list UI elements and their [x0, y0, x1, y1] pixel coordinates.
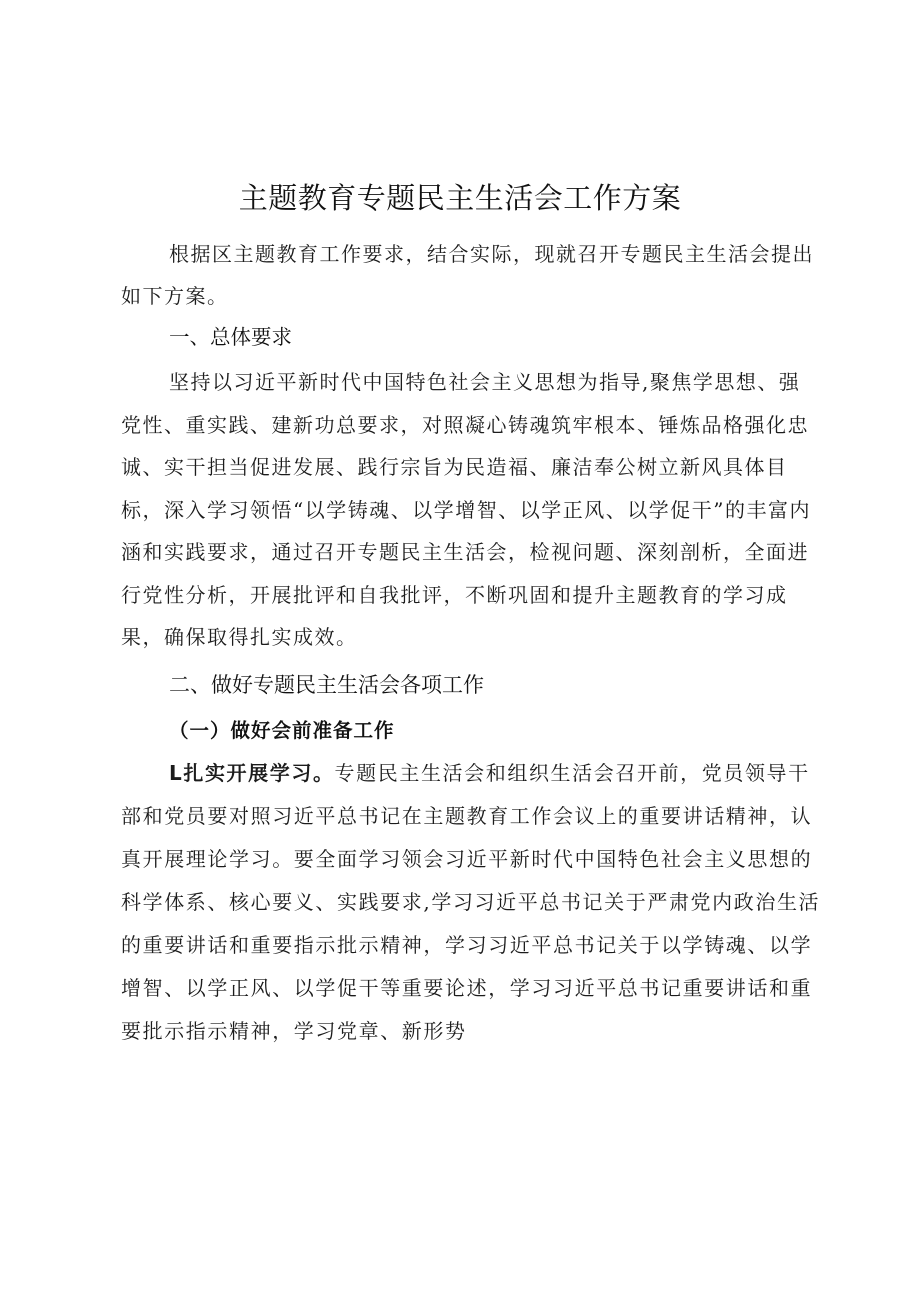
document-title: 主题教育专题民主生活会工作方案: [238, 181, 682, 215]
section-2-heading: 二、做好专题民主生活会各项工作: [169, 673, 484, 697]
section-2-subheading: （一）做好会前准备工作: [169, 719, 395, 742]
item-1-paragraph: [121, 752, 821, 1053]
item-1-text: 专题民主生活会和组织生活会召开前，党员领导干部和党员要对照习近平总书记在主题教育工作会议上的重要讲话精神，认真开展理论学习。要全面学习领会习近平新时代中国特色社会主义思想的科学体系、核心要义、实践要求,学习习近平总书记关于严肃党内政治生活的重要讲话和重要指示批示精神，学习习近平总书记关于以学铸魂、以学增智、以学正风、以学促干等重要论述，学习习近平总书记重要讲话和重要批示指示精神，学习党章、新形势: [121, 761, 821, 1043]
section-1-heading: 一、总体要求: [169, 325, 292, 349]
item-1-lead: L扎实开展学习。: [169, 761, 335, 785]
section-1-paragraph: 坚持以习近平新时代中国特色社会主义思想为指导,聚焦学思想、强党性、重实践、建新功总要求，对照凝心铸魂筑牢根本、锤炼品格强化忠诚、实干担当促进发展、践行宗旨为民造福、廉洁奉公树立新风具体目标，深入学习领悟“以学铸魂、以学增智、以学正风、以学促干”的丰富内涵和实践要求，通过召开专题民主生活会，检视问题、深刻剖析，全面进行党性分析，开展批评和自我批评，不断巩固和提升主题教育的学习成果，确保取得扎实成效。: [121, 370, 811, 649]
intro-paragraph: 根据区主题教育工作要求，结合实际，现就召开专题民主生活会提出如下方案。: [121, 242, 814, 308]
